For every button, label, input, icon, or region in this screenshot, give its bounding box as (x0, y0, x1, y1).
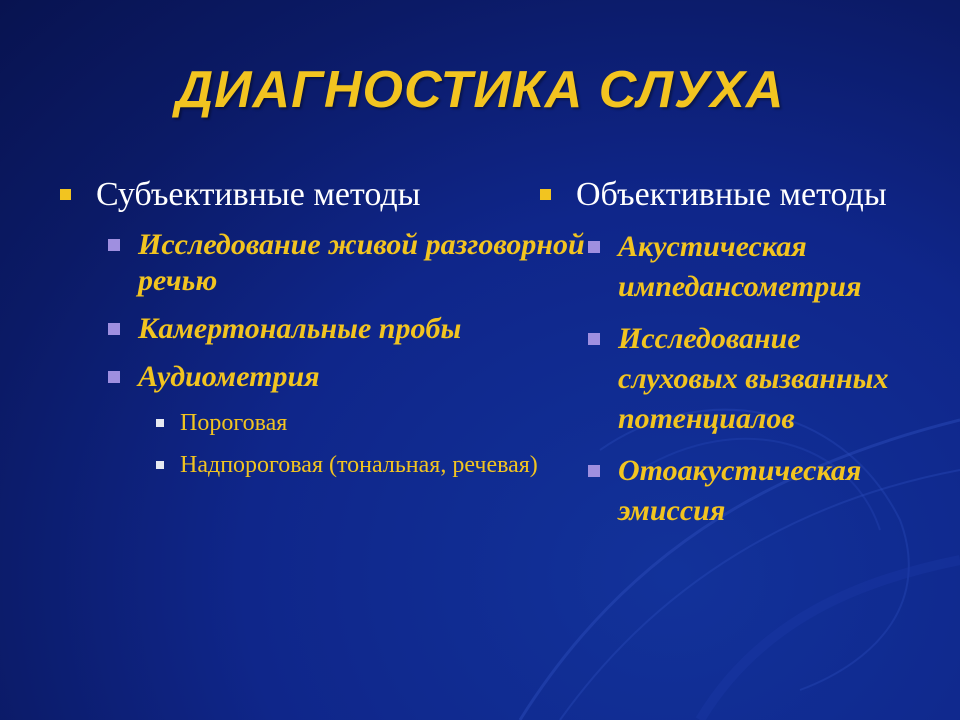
square-bullet-icon (540, 189, 551, 200)
square-bullet-icon (156, 461, 164, 469)
list-item-label: Камертональные пробы (138, 312, 462, 345)
square-bullet-icon (60, 189, 71, 200)
list-item-label: Исследование живой разговорной речью (138, 228, 585, 297)
right-heading-label: Объективные методы (576, 176, 887, 213)
list-item (588, 227, 908, 307)
square-bullet-icon (108, 323, 120, 335)
square-bullet-icon (156, 419, 164, 427)
square-bullet-icon (108, 371, 120, 383)
list-item-label: Акустическая импедансометрия (618, 230, 862, 303)
list-item-label: Исследование слуховых вызванных потенциалов (618, 322, 889, 435)
square-bullet-icon (588, 241, 600, 253)
list-item-label: Аудиометрия (138, 360, 320, 393)
list-item (588, 319, 908, 439)
list-item (588, 451, 908, 531)
square-bullet-icon (588, 333, 600, 345)
left-heading-label: Субъективные методы (96, 176, 421, 213)
square-bullet-icon (108, 239, 120, 251)
sub-list-item-label: Надпороговая (тональная, речевая) (180, 452, 538, 478)
right-column (540, 175, 910, 531)
square-bullet-icon (588, 465, 600, 477)
right-heading (540, 175, 910, 215)
list-item-label: Отоакустическая эмиссия (618, 454, 862, 527)
sub-list-item-label: Пороговая (180, 410, 288, 436)
slide-title: ДИАГНОСТИКА СЛУХА (175, 61, 785, 119)
